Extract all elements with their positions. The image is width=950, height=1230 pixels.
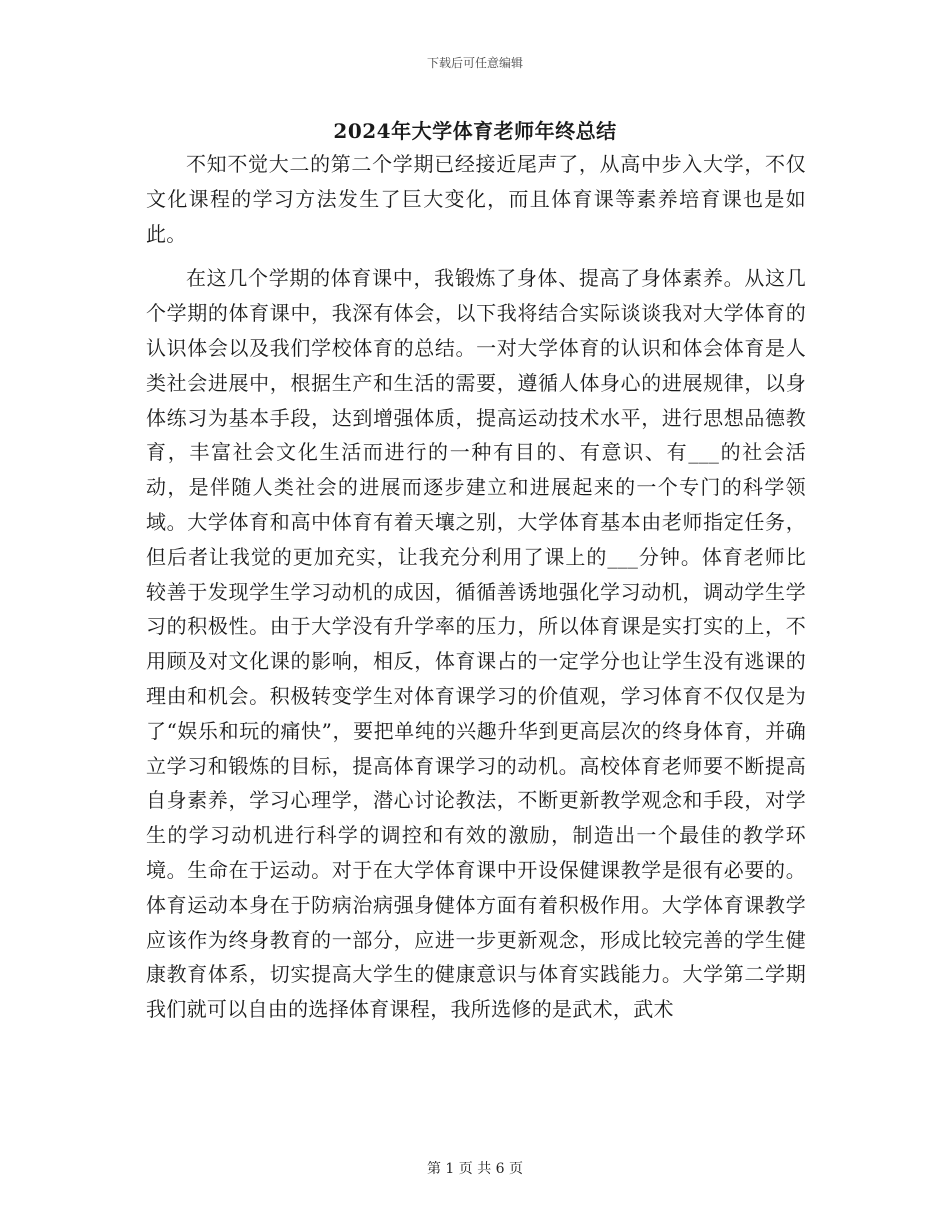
page-number-footer: 第 1 页 共 6 页 [426,1161,524,1177]
page-header-note: 下载后可任意编辑 [426,56,523,70]
document-title: 2024年大学体育老师年终总结 [333,119,617,143]
paragraph-2: 在这几个学期的体育课中，我锻炼了身体、提高了身体素养。从这几个学期的体育课中，我深有体会，以下我将结合实际谈谈我对大学体育的认识体会以及我们学校体育的总结。一对大学体育的认识和体会体育是人类社会进展中，根据生产和生活的需要，遵循人体身心的进展规律，以身体练习为基本手段，达到增强体质，提高运动技术水平，进行思想品德教育，丰富社会文化生活而进行的一种有目的、有意识、有___的社会活动，是伴随人类社会的进展而逐步建立和进展起来的一个专门的科学领域。大学体育和高中体育有着天壤之别，大学体育基本由老师指定任务，但后者让我觉的更加充实，让我充分利用了课上的___分钟。体育老师比较善于发现学生学习动机的成因，循循善诱地强化学习动机，调动学生学习的积极性。由于大学没有升学率的压力，所以体育课是实打实的上，不用顾及对文化课的影响，相反，体育课占的一定学分也让学生没有逃课的理由和机会。积极转变学生对体育课学习的价值观，学习体育不仅仅是为了“娱乐和玩的痛快”，要把单纯的兴趣升华到更高层次的终身体育，并确立学习和锻炼的目标，提高体育课学习的动机。高校体育老师要不断提高自身素养，学习心理学，潜心讨论教法，不断更新教学观念和手段，对学生的学习动机进行科学的调控和有效的激励，制造出一个最佳的教学环境。生命在于运动。对于在大学体育课中开设保健课教学是很有必要的。体育运动本身在于防病治病强身健体方面有着积极作用。大学体育课教学应该作为终身教育的一部分，应进一步更新观念，形成比较完善的学生健康教育体系，切实提高大学生的健康意识与体育实践能力。大学第二学期我们就可以自由的选择体育课程，我所选修的是武术，武术 [146,266,806,1022]
document-body [146,147,806,1027]
paragraph-1: 不知不觉大二的第二个学期已经接近尾声了，从高中步入大学，不仅文化课程的学习方法发生了巨大变化，而且体育课等素养培育课也是如此。 [146,152,806,246]
